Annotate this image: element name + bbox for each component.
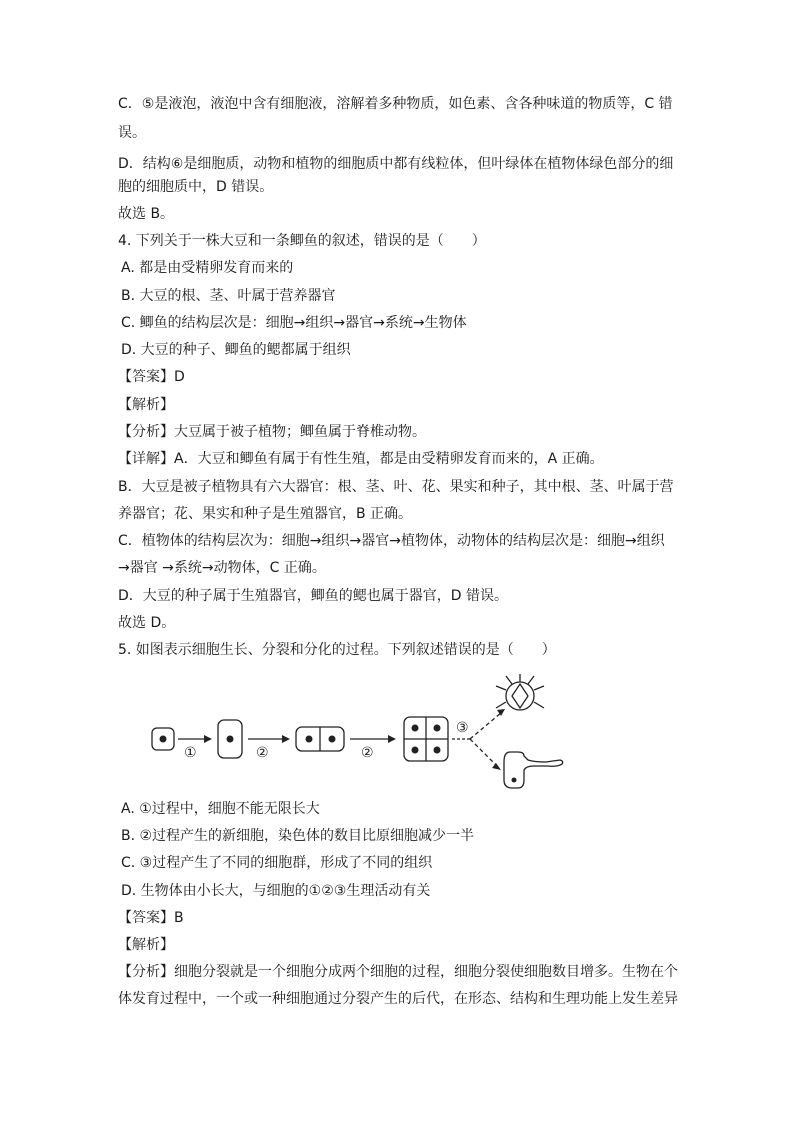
option-b: B. 大豆的根、茎、叶属于营养器官	[121, 288, 336, 304]
answer-label: 【答案】D	[118, 369, 185, 385]
option-a: A. ①过程中，细胞不能无限长大	[121, 801, 320, 817]
text-line: 胞的细胞质中，D 错误。	[118, 179, 274, 195]
option-b: B. ②过程产生的新细胞，染色体的数目比原细胞减少一半	[121, 828, 475, 844]
option-c: C. 鲫鱼的结构层次是：细胞→组织→器官→系统→生物体	[121, 315, 467, 331]
text-line: 故选 B。	[118, 206, 175, 222]
text-line: 【分析】细胞分裂就是一个细胞分成两个细胞的过程，细胞分裂使细胞数目增多。生物在个	[118, 964, 678, 980]
differentiated-cell-b	[504, 752, 563, 788]
text-line: 【分析】大豆属于被子植物；鲫鱼属于脊椎动物。	[118, 424, 426, 440]
text-line: D．结构⑥是细胞质，动物和植物的细胞质中都有线粒体，但叶绿体在植物体绿色部分的细	[118, 156, 674, 172]
option-d: D. 生物体由小长大，与细胞的①②③生理活动有关	[121, 883, 431, 899]
text-line: B．大豆是被子植物具有六大器官：根、茎、叶、花、果实和种子，其中根、茎、叶属于营	[118, 479, 674, 495]
text-line: 故选 D。	[118, 615, 176, 631]
question-4-stem: 4. 下列关于一株大豆和一条鲫鱼的叙述，错误的是（ ）	[118, 233, 486, 249]
text-line: 【详解】A．大豆和鲫鱼有属于有性生殖，都是由受精卵发育而来的，A 正确。	[118, 451, 604, 467]
option-c: C. ③过程产生了不同的细胞群，形成了不同的组织	[121, 855, 433, 871]
text-line: 误。	[118, 125, 146, 141]
text-line: C．⑤是液泡，液泡中含有细胞液，溶解着多种物质，如色素、含各种味道的物质等，C 错	[118, 96, 673, 112]
text-line: D．大豆的种子属于生殖器官，鲫鱼的鳃也属于器官，D 错误。	[118, 588, 509, 604]
text-line: C．植物体的结构层次为：细胞→组织→器官→植物体，动物体的结构层次是：细胞→组织	[118, 533, 665, 549]
step-2-label: ②	[256, 745, 269, 761]
step-1-label: ①	[184, 745, 197, 761]
text-line: →器官 →系统→动物体，C 正确。	[118, 560, 326, 576]
arrow-to-nerve-cell	[470, 712, 502, 739]
option-a: A. 都是由受精卵发育而来的	[121, 260, 294, 276]
option-d: D. 大豆的种子、鲫鱼的鳃都属于组织	[121, 342, 351, 358]
analysis-label: 【解析】	[118, 397, 174, 413]
analysis-label: 【解析】	[118, 937, 174, 953]
text-line: 体发育过程中，一个或一种细胞通过分裂产生的后代，在形态、结构和生理功能上发生差异	[118, 991, 678, 1007]
question-5-stem: 5. 如图表示细胞生长、分裂和分化的过程。下列叙述错误的是（ ）	[118, 642, 556, 658]
answer-label: 【答案】B	[118, 910, 184, 926]
text-line: 养器官；花、果实和种子是生殖器官，B 正确。	[118, 506, 413, 522]
differentiated-cell-a	[506, 682, 534, 710]
arrow-to-root-hair-cell	[470, 739, 498, 767]
step-2-label: ②	[361, 745, 374, 761]
step-3-label: ③	[456, 720, 469, 736]
cell-process-diagram	[140, 664, 580, 794]
